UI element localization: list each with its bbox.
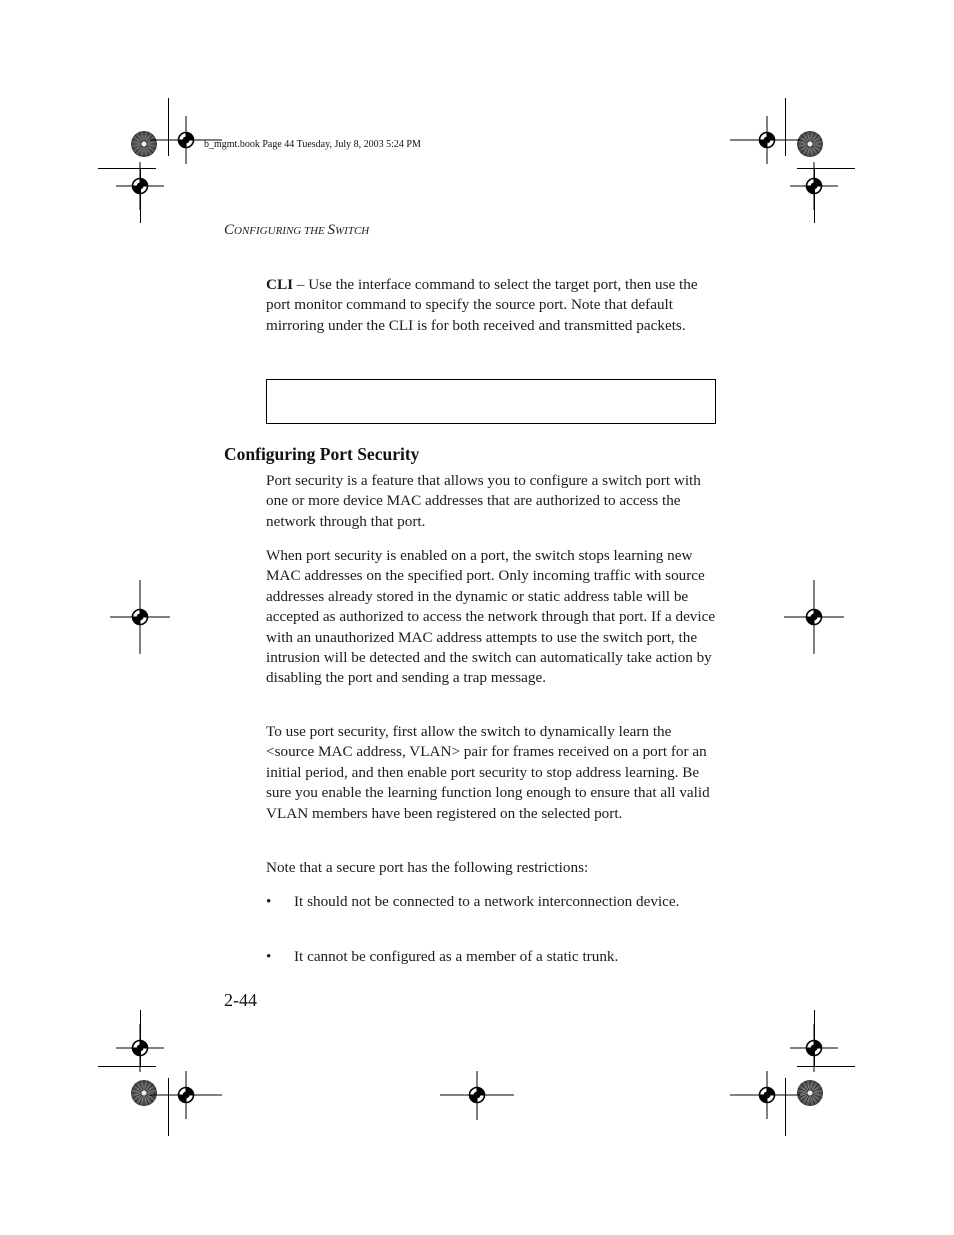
section-heading: Configuring Port Security [224,444,420,464]
bullet-icon: • [266,893,272,910]
cli-label: CLI [266,276,294,293]
registration-target-icon [790,1024,838,1072]
slug-line: b_mgmt.book Page 44 Tuesday, July 8, 2003 5:24 PM [204,139,421,150]
running-head-small-caps: ONFIGURING THE [234,225,328,237]
cli-text: – Use the interface command to select the target port, then use the port monitor command to specify the source port. Note that default mirroring under the CLI is for both received and transmitted packets. [266,276,698,334]
body-paragraph: Note that a secure port has the following restrictions: [266,859,589,876]
registration-target-icon [790,162,838,210]
body-paragraph: Port security is a feature that allows you to configure a switch port with one or more device MAC addresses that are authorized to access the network through that port. [266,472,701,530]
running-head-cap: C [224,222,235,238]
running-head-cap: S [327,222,336,238]
body-paragraph: When port security is enabled on a port, the switch stops learning new MAC addresses on the specified port. Only incoming traffic with source addresses already stored in the dynamic or static address table will be accepted as authorized to access the network through that port. If a device with an unauthorized MAC address attempts to use the switch port, the intrusion will be detected and the switch can automatically take action by disabling the port and sending a trap message. [266,547,716,687]
registration-target-icon [116,1024,164,1072]
list-item-text: It cannot be configured as a member of a static trunk. [294,948,619,965]
starburst-icon [131,131,157,157]
cli-paragraph [266,275,716,336]
page-number: 2-44 [224,990,257,1010]
bullet-icon: • [266,948,272,965]
code-example-box [266,379,716,424]
registration-target-icon [116,162,164,210]
starburst-icon [797,1080,823,1106]
running-head [224,222,369,239]
starburst-icon [797,131,823,157]
list-item-text: It should not be connected to a network interconnection device. [294,893,680,910]
body-paragraph: To use port security, first allow the switch to dynamically learn the <source MAC address, VLAN> pair for frames received on a port for an initial period, and then enable port security to stop address learning. Be sure you enable the learning function long enough to ensure that all valid VLAN members have been registered on the selected port. [266,723,710,822]
starburst-icon [131,1080,157,1106]
running-head-small-caps: WITCH [335,225,370,237]
